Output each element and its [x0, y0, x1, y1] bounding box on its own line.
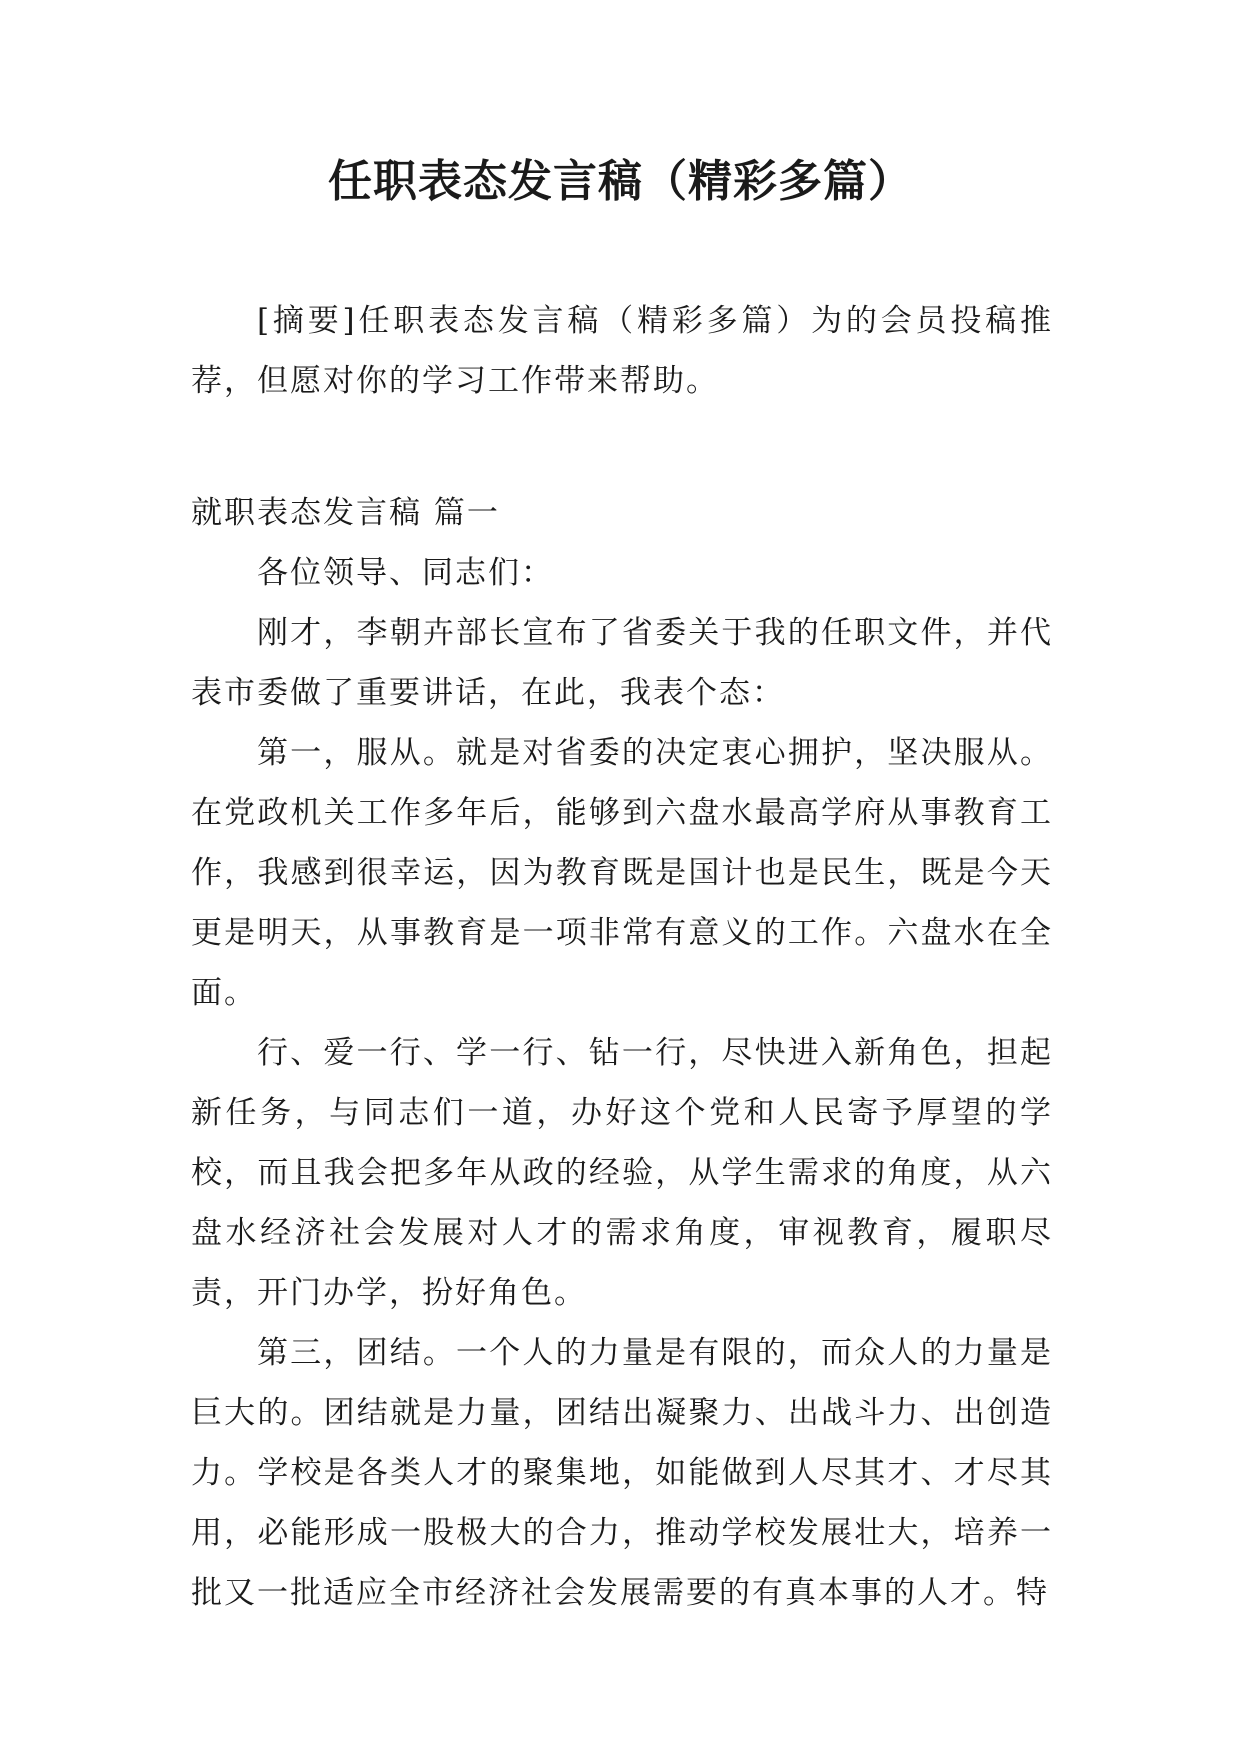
- document-title: 任职表态发言稿（精彩多篇）: [328, 156, 913, 207]
- body-paragraph: 第三，团结。一个人的力量是有限的，而众人的力量是巨大的。团结就是力量，团结出凝聚力、出战斗力、出创造力。学校是各类人才的聚集地，如能做到人尽其才、才尽其用，必能形成一股极大的合力，推动学校发展壮大，培养一批又一批适应全市经济社会发展需要的有真本事的人才。特: [191, 1335, 1053, 1611]
- document-body: [191, 291, 1053, 1623]
- section-heading: 就职表态发言稿 篇一: [191, 495, 500, 531]
- salutation-paragraph: 各位领导、同志们：: [257, 555, 554, 591]
- abstract-paragraph: [摘要]任职表态发言稿（精彩多篇）为的会员投稿推荐，但愿对你的学习工作带来帮助。: [191, 303, 1053, 399]
- spacer: [191, 411, 1053, 483]
- body-paragraph: 行、爱一行、学一行、钻一行，尽快进入新角色，担起新任务，与同志们一道，办好这个党和人民寄予厚望的学校，而且我会把多年从政的经验，从学生需求的角度，从六盘水经济社会发展对人才的需求角度，审视教育，履职尽责，开门办学，扮好角色。: [191, 1035, 1053, 1311]
- body-paragraph: 刚才，李朝卉部长宣布了省委关于我的任职文件，并代表市委做了重要讲话，在此，我表个态：: [191, 615, 1053, 711]
- body-paragraph: 第一，服从。就是对省委的决定衷心拥护，坚决服从。在党政机关工作多年后，能够到六盘水最高学府从事教育工作，我感到很幸运，因为教育既是国计也是民生，既是今天更是明天，从事教育是一项非常有意义的工作。六盘水在全面。: [191, 735, 1053, 1011]
